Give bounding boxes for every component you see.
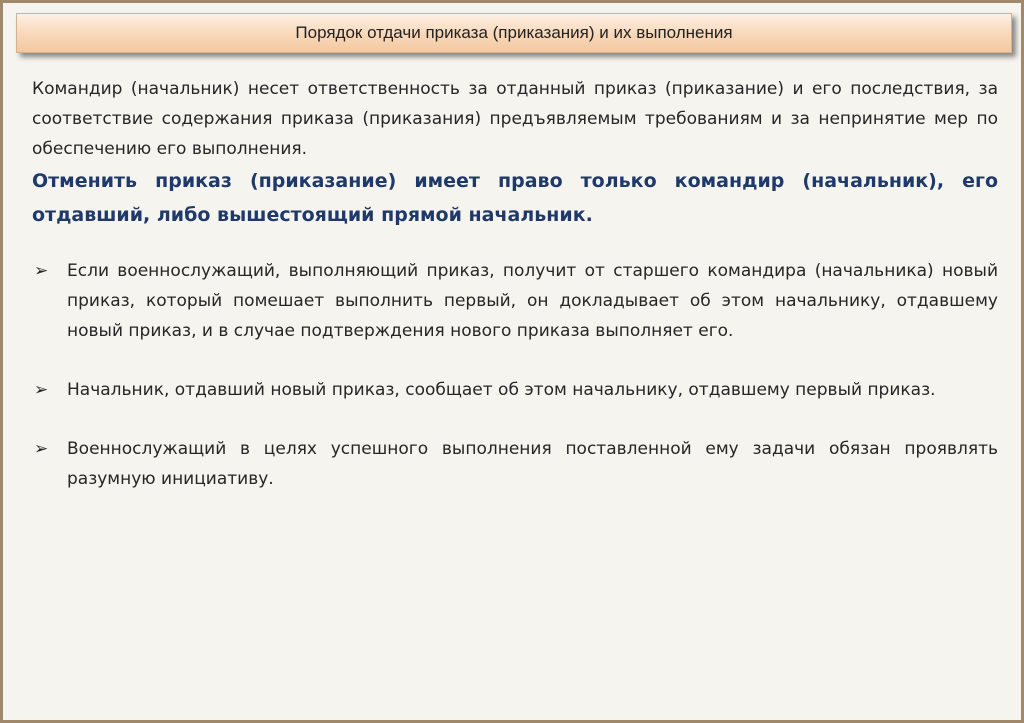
intro-paragraph: Командир (начальник) несет ответственность за отданный приказ (приказание) и его последствия, за соответствие содержания приказа (приказания) предъявляемым требованиям и за непринятие мер по обеспечению его выполнения.: [32, 79, 998, 159]
bullet-text: Если военнослужащий, выполняющий приказ, получит от старшего командира (начальника) новый приказ, который помешает выполнить первый, он докладывает об этом начальнику, отдавшему новый приказ, и в случае подтверждения нового приказа выполняет его.: [67, 261, 998, 341]
bullet-text: Начальник, отдавший новый приказ, сообщает об этом начальнику, отдавшему первый приказ.: [67, 380, 936, 400]
arrowhead-bullet-icon: ➢: [34, 380, 49, 400]
slide-content: [32, 74, 998, 523]
bullet-text: Военнослужащий в целях успешного выполнения поставленной ему задачи обязан проявлять разумную инициативу.: [67, 439, 998, 489]
title-bar: [16, 13, 1012, 53]
slide-title: Порядок отдачи приказа (приказания) и их выполнения: [295, 23, 733, 42]
bullet-item: [32, 434, 998, 494]
arrowhead-bullet-icon: ➢: [34, 439, 49, 459]
arrowhead-bullet-icon: ➢: [34, 261, 49, 281]
bullet-item: [32, 375, 998, 405]
emphasis-paragraph: Отменить приказ (приказание) имеет право только командир (начальник), его отдавший, либо вышестоящий прямой начальник.: [32, 170, 998, 226]
bullet-item: [32, 256, 998, 346]
